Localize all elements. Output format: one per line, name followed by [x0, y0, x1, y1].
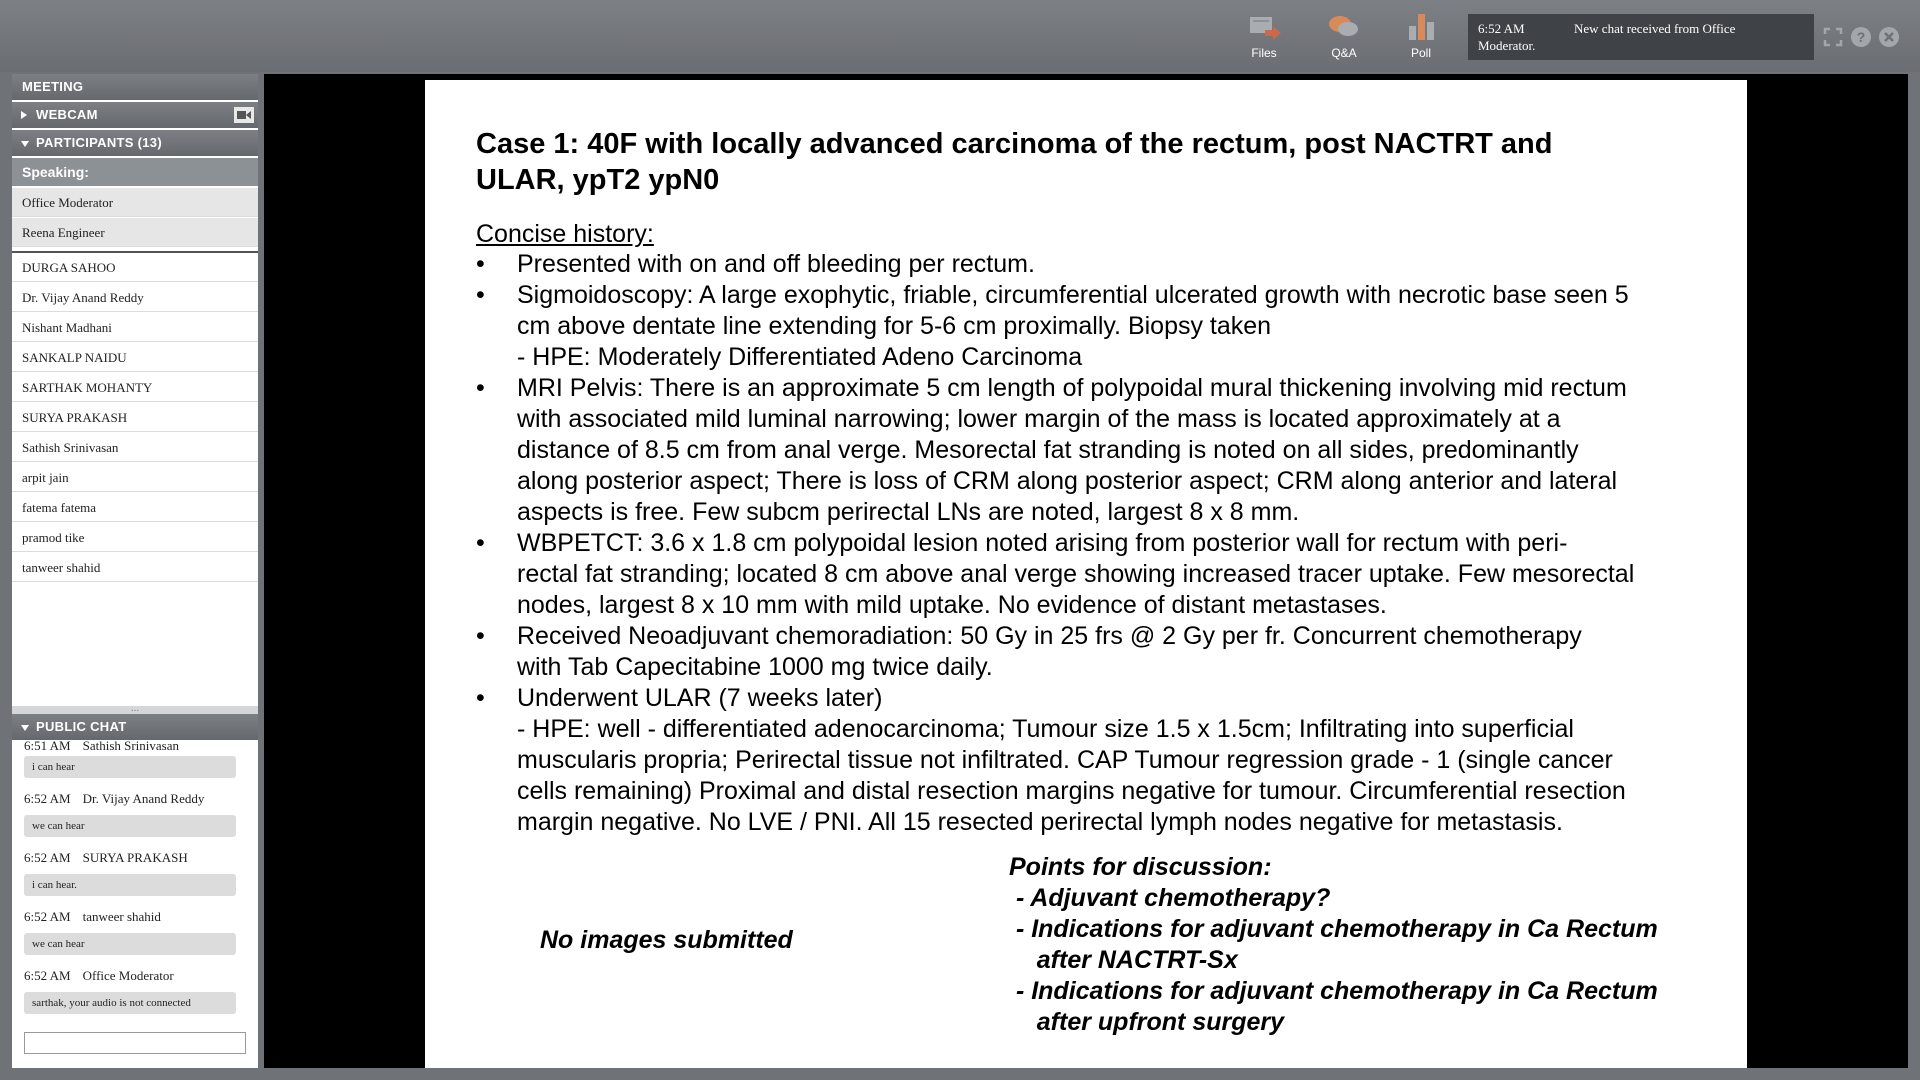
discussion-line: after upfront surgery — [1009, 1008, 1285, 1036]
chat-time: 6:52 AM — [24, 968, 71, 983]
chat-sender: Dr. Vijay Anand Reddy — [82, 791, 205, 806]
chat-time: 6:52 AM — [24, 909, 71, 924]
chat-time: 6:51 AM — [24, 740, 71, 753]
chat-messages[interactable] — [12, 740, 258, 1036]
participant-name: tanweer shahid — [22, 560, 101, 575]
bullet-text: Presented with on and off bleeding per rectum. — [517, 250, 1035, 278]
participant-name: DURGA SAHOO — [22, 260, 116, 275]
participant-item[interactable] — [12, 433, 258, 462]
slide-title-line: ULAR, ypT2 ypN0 — [476, 164, 720, 196]
participant-item[interactable] — [12, 343, 258, 372]
speaking-label: Speaking: — [22, 164, 89, 180]
chat-message-meta — [24, 968, 174, 986]
qa-label: Q&A — [1331, 46, 1357, 60]
poll-button[interactable] — [1391, 12, 1451, 68]
chat-sender: tanweer shahid — [82, 909, 161, 924]
chat-time: 6:52 AM — [24, 791, 71, 806]
participants-header[interactable] — [12, 130, 258, 156]
fullscreen-icon[interactable] — [1822, 26, 1844, 48]
participant-name: SARTHAK MOHANTY — [22, 380, 153, 395]
chat-message-meta — [24, 850, 188, 868]
chat-message: we can hear — [24, 933, 236, 955]
participant-name: SANKALP NAIDU — [22, 350, 127, 365]
public-chat-label: PUBLIC CHAT — [36, 719, 127, 734]
notification-sender: Moderator. — [1478, 38, 1536, 53]
participant-item[interactable] — [12, 218, 258, 247]
notification-time: 6:52 AM — [1478, 21, 1525, 36]
participant-item[interactable] — [12, 283, 258, 312]
collapse-arrow-icon — [21, 141, 29, 147]
meeting-header[interactable] — [12, 74, 258, 100]
participant-item[interactable] — [12, 463, 258, 492]
panel-resize-handle[interactable]: ... — [12, 706, 258, 716]
participant-item[interactable] — [12, 523, 258, 552]
chat-sender: Office Moderator — [82, 968, 174, 983]
bullet-text: Underwent ULAR (7 weeks later) - HPE: well - differentiated adenocarcinoma; Tumour size 1.5 x 1.5cm; Infiltrating into superficial muscularis propria; Perirectal tissue not infiltrated. CAP Tumour regression grade - 1 (single cancer cells remaining) Proximal and distal resection margins negative for tumour. Circumferential resection margin negative. No LVE / PNI. All 15 resected perirectal lymph nodes negative for metastasis. — [517, 684, 1626, 836]
bullet-marker: • — [476, 250, 485, 278]
bullet-marker: • — [476, 622, 485, 650]
participant-item[interactable] — [12, 553, 258, 582]
participants-label: PARTICIPANTS (13) — [36, 135, 162, 150]
expand-arrow-icon — [21, 111, 27, 119]
chat-sender: SURYA PRAKASH — [82, 850, 188, 865]
chat-message: i can hear — [24, 756, 236, 778]
files-label: Files — [1251, 46, 1277, 60]
chat-message-meta — [24, 791, 204, 809]
participant-name: pramod tike — [22, 530, 85, 545]
poll-label: Poll — [1410, 46, 1431, 60]
bullet-marker: • — [476, 529, 485, 557]
presentation-stage — [264, 74, 1908, 1068]
speaking-header — [12, 158, 258, 186]
meeting-label: MEETING — [22, 79, 84, 94]
bullet-text: Received Neoadjuvant chemoradiation: 50 Gy in 25 frs @ 2 Gy per fr. Concurrent chemotherapy with Tab Capecitabine 1000 mg twice daily. — [517, 622, 1582, 681]
public-chat-header[interactable] — [12, 714, 258, 740]
bullet-text: WBPETCT: 3.6 x 1.8 cm polypoidal lesion noted arising from posterior wall for rectum with peri- rectal fat stranding; located 8 cm above anal verge showing increased tracer uptake. Few mesorectal nodes, largest 8 x 10 mm with mild uptake. No evidence of distant metastases. — [517, 529, 1635, 619]
participant-name: Nishant Madhani — [22, 320, 112, 335]
chat-message-meta — [24, 909, 161, 927]
participant-name: fatema fatema — [22, 500, 96, 515]
participant-name: Office Moderator — [22, 195, 114, 210]
chat-sender: Sathish Srinivasan — [82, 740, 180, 753]
participant-item[interactable] — [12, 493, 258, 522]
discussion-line: - Indications for adjuvant chemotherapy in Ca Rectum — [1009, 915, 1658, 943]
participant-item[interactable] — [12, 403, 258, 432]
discussion-line: - Indications for adjuvant chemotherapy in Ca Rectum — [1009, 977, 1658, 1005]
collapse-arrow-icon — [21, 725, 29, 731]
top-toolbar — [0, 0, 1920, 72]
history-heading: Concise history: — [476, 220, 654, 248]
slide-title — [476, 126, 1676, 198]
chat-notification[interactable] — [1468, 14, 1814, 60]
participant-item[interactable] — [12, 313, 258, 342]
participant-item[interactable] — [12, 188, 258, 217]
chat-message-meta — [24, 740, 179, 756]
participant-name: Sathish Srinivasan — [22, 440, 119, 455]
participant-name: Dr. Vijay Anand Reddy — [22, 290, 144, 305]
svg-text:?: ? — [1856, 29, 1866, 45]
poll-icon — [1404, 12, 1438, 42]
participant-name: SURYA PRAKASH — [22, 410, 128, 425]
close-icon[interactable] — [1878, 26, 1900, 48]
participant-name: arpit jain — [22, 470, 69, 485]
bullet-marker: • — [476, 374, 485, 402]
discussion-line: Points for discussion: — [1009, 853, 1272, 881]
chat-message: i can hear. — [24, 874, 236, 896]
chat-input[interactable] — [24, 1032, 246, 1054]
discussion-points — [1009, 852, 1729, 1038]
slide-title-line: Case 1: 40F with locally advanced carcinoma of the rectum, post NACTRT and — [476, 128, 1553, 160]
qa-icon — [1327, 12, 1361, 42]
slide — [425, 80, 1747, 1068]
no-images-note: No images submitted — [540, 926, 793, 954]
help-icon[interactable] — [1850, 26, 1872, 48]
qa-button[interactable] — [1314, 12, 1374, 68]
participant-item[interactable] — [12, 373, 258, 402]
bullet-marker: • — [476, 281, 485, 309]
participant-name: Reena Engineer — [22, 225, 105, 240]
chat-message: sarthak, your audio is not connected — [24, 992, 236, 1014]
participant-item[interactable] — [12, 253, 258, 282]
discussion-line: - Adjuvant chemotherapy? — [1009, 884, 1331, 912]
bullet-text: MRI Pelvis: There is an approximate 5 cm length of polypoidal mural thickening involving mid rectum with associated mild luminal narrowing; lower margin of the mass is located approximately at a distance of 8.5 cm from anal verge. Mesorectal fat stranding is noted on all sides, predominantly along posterior aspect; There is loss of CRM along posterior aspect; CRM along anterior and lateral aspects is free. Few subcm perirectal LNs are noted, largest 8 x 8 mm. — [517, 374, 1627, 526]
webcam-header[interactable] — [12, 102, 258, 128]
notification-message: New chat received from Office — [1574, 21, 1736, 36]
webcam-icon[interactable] — [234, 107, 254, 123]
files-button[interactable] — [1234, 12, 1294, 68]
discussion-line: after NACTRT-Sx — [1009, 946, 1238, 974]
bullet-text: Sigmoidoscopy: A large exophytic, friable, circumferential ulcerated growth with necrotic base seen 5 cm above dentate line extending for 5-6 cm proximally. Biopsy taken - HPE: Moderately Differentiated Adeno Carcinoma — [517, 281, 1629, 371]
webcam-label: WEBCAM — [36, 107, 98, 122]
files-icon — [1247, 12, 1281, 42]
bullet-marker: • — [476, 684, 485, 712]
left-panel — [12, 74, 258, 1068]
chat-time: 6:52 AM — [24, 850, 71, 865]
chat-message: we can hear — [24, 815, 236, 837]
